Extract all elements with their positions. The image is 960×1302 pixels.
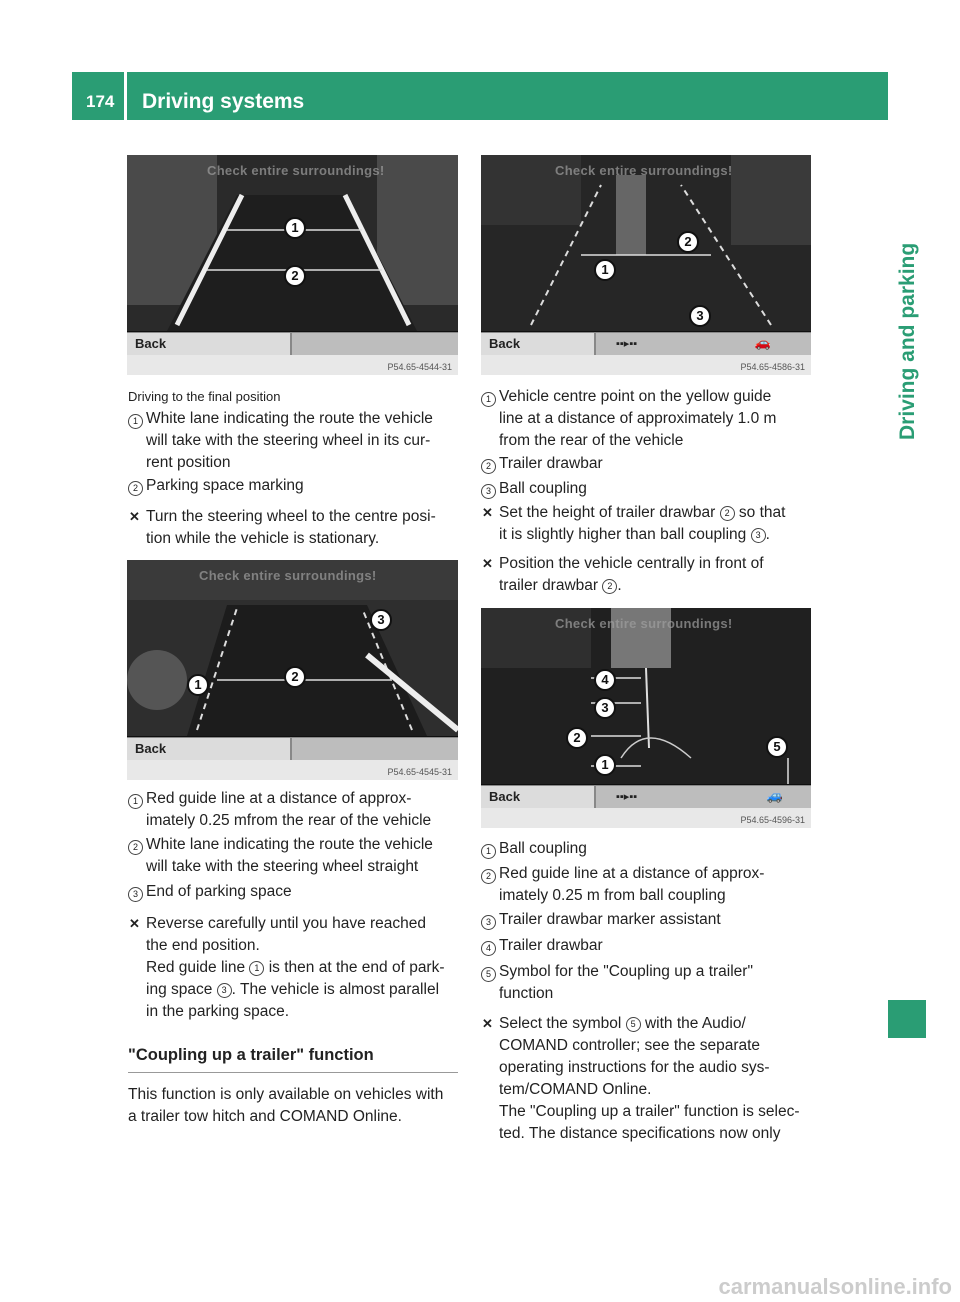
legend-item-cont: imately 0.25 m from ball coupling (499, 887, 726, 904)
text: it is slightly higher than ball coupling (499, 526, 747, 543)
callout-1: 1 (284, 217, 306, 239)
coupling-symbol-icon[interactable]: 🚙 (766, 788, 783, 803)
instruction-arrow-icon: ✕ (129, 916, 140, 931)
back-button[interactable]: Back (481, 333, 596, 355)
number-icon-3: 3 (217, 983, 232, 998)
car-icon: 🚗 (754, 335, 771, 350)
page-number: 174 (86, 92, 115, 111)
legend-item-cont: will take with the steering wheel straight (146, 858, 419, 875)
instruction-cont: ted. The distance specifications now only (499, 1125, 781, 1142)
instruction: Turn the steering wheel to the centre posi- (146, 508, 436, 525)
legend-item: Parking space marking (146, 477, 304, 494)
instruction: Position the vehicle centrally in front of (499, 555, 764, 572)
figure-footer (481, 355, 811, 375)
figure-footer (481, 808, 811, 828)
text: ing space (146, 981, 213, 998)
legend-item: Trailer drawbar (499, 937, 603, 954)
text: is then at the end of park- (268, 959, 445, 976)
display-menu-bar (481, 332, 811, 355)
number-icon-5: 5 (626, 1017, 641, 1032)
number-icon-5: 5 (481, 967, 496, 982)
callout-1: 1 (594, 754, 616, 776)
side-tab-marker (888, 1000, 926, 1038)
text: . (765, 526, 770, 543)
subsection-heading: "Coupling up a trailer" function (128, 1046, 374, 1064)
warning-banner: Check entire surroundings! (555, 616, 733, 631)
number-icon-2: 2 (481, 869, 496, 884)
instruction (499, 1013, 746, 1035)
instruction-cont (146, 957, 445, 979)
display-menu-bar (127, 737, 458, 760)
instruction-cont: tem/COMAND Online. (499, 1081, 652, 1098)
instruction-cont: The "Coupling up a trailer" function is selec- (499, 1103, 800, 1120)
warning-banner: Check entire surroundings! (207, 163, 385, 178)
instruction-arrow-icon: ✕ (482, 1016, 493, 1031)
side-label: Driving and parking (896, 242, 919, 440)
paragraph: This function is only available on vehicles with (128, 1086, 444, 1103)
number-icon-1: 1 (128, 794, 143, 809)
number-icon-2: 2 (128, 481, 143, 496)
number-icon-3: 3 (481, 484, 496, 499)
callout-2: 2 (284, 666, 306, 688)
figure-footer (127, 355, 458, 375)
figure-code: P54.65-4586-31 (740, 362, 805, 372)
camera-image-1 (127, 155, 458, 375)
number-icon-2: 2 (481, 459, 496, 474)
callout-3: 3 (370, 609, 392, 631)
legend-item-cont: rent position (146, 454, 231, 471)
number-icon-1: 1 (249, 961, 264, 976)
legend-item-cont: imately 0.25 mfrom the rear of the vehicle (146, 812, 432, 829)
number-icon-1: 1 (481, 844, 496, 859)
instruction-arrow-icon: ✕ (129, 509, 140, 524)
section-title: Driving systems (142, 90, 305, 113)
number-icon-1: 1 (481, 392, 496, 407)
text: Select the symbol (499, 1015, 622, 1032)
instruction-cont: COMAND controller; see the separate (499, 1037, 761, 1054)
figure-code: P54.65-4596-31 (740, 815, 805, 825)
display-menu-bar (127, 332, 458, 355)
legend-item: White lane indicating the route the vehicle (146, 410, 433, 427)
legend-item-cont: will take with the steering wheel in its cur- (146, 432, 431, 449)
figure-code: P54.65-4545-31 (387, 767, 452, 777)
camera-image-2 (127, 560, 458, 780)
back-button[interactable]: Back (127, 738, 292, 760)
callout-2: 2 (566, 727, 588, 749)
callout-1: 1 (594, 259, 616, 281)
callout-1: 1 (187, 674, 209, 696)
number-icon-2: 2 (720, 506, 735, 521)
legend-item: Trailer drawbar marker assistant (499, 911, 721, 928)
legend-item: Trailer drawbar (499, 455, 603, 472)
text: Set the height of trailer drawbar (499, 504, 716, 521)
text: so that (738, 504, 786, 521)
instruction-cont: tion while the vehicle is stationary. (146, 530, 380, 547)
paragraph-cont: a trailer tow hitch and COMAND Online. (128, 1108, 402, 1125)
callout-3: 3 (689, 305, 711, 327)
number-icon-1: 1 (128, 414, 143, 429)
legend-item: Symbol for the "Coupling up a trailer" (499, 963, 753, 980)
instruction-cont (146, 979, 439, 1001)
text: . (617, 577, 622, 594)
instruction-arrow-icon: ✕ (482, 556, 493, 571)
instruction-cont (499, 575, 622, 597)
callout-2: 2 (284, 265, 306, 287)
legend-item-cont: line at a distance of approximately 1.0 m (499, 410, 777, 427)
trailer-symbol-icon: ▪▪▸▪▪ (616, 338, 638, 350)
display-menu-bar (481, 785, 811, 808)
legend-item: Ball coupling (499, 480, 587, 497)
warning-banner: Check entire surroundings! (555, 163, 733, 178)
callout-4: 4 (594, 669, 616, 691)
back-button[interactable]: Back (481, 786, 596, 808)
watermark: carmanualsonline.info (718, 1274, 952, 1299)
warning-banner: Check entire surroundings! (199, 568, 377, 583)
number-icon-2: 2 (128, 840, 143, 855)
legend-item: Ball coupling (499, 840, 587, 857)
callout-3: 3 (594, 697, 616, 719)
camera-image-4 (481, 608, 811, 828)
legend-item-cont: from the rear of the vehicle (499, 432, 684, 449)
figure-footer (127, 760, 458, 780)
instruction-cont (499, 524, 770, 546)
legend-item: End of parking space (146, 883, 292, 900)
legend-item-cont: function (499, 985, 554, 1002)
callout-5: 5 (766, 736, 788, 758)
legend-item: Red guide line at a distance of approx- (499, 865, 765, 882)
heading-rule (128, 1072, 458, 1073)
number-icon-3: 3 (128, 887, 143, 902)
instruction-cont: the end position. (146, 937, 260, 954)
header-separator (124, 72, 127, 120)
figure-code: P54.65-4544-31 (387, 362, 452, 372)
camera-image-3 (481, 155, 811, 375)
text: with the Audio/ (644, 1015, 746, 1032)
instruction-arrow-icon: ✕ (482, 505, 493, 520)
legend-item: Red guide line at a distance of approx- (146, 790, 412, 807)
instruction-cont: operating instructions for the audio sys- (499, 1059, 770, 1076)
instruction-cont: in the parking space. (146, 1003, 290, 1020)
trailer-symbol-icon: ▪▪▸▪▪ (616, 791, 638, 803)
number-icon-3: 3 (751, 528, 766, 543)
back-button[interactable]: Back (127, 333, 292, 355)
text: . The vehicle is almost parallel (231, 981, 440, 998)
number-icon-3: 3 (481, 915, 496, 930)
callout-2: 2 (677, 231, 699, 253)
number-icon-4: 4 (481, 941, 496, 956)
text: Red guide line (146, 959, 246, 976)
figure-caption: Driving to the final position (128, 389, 281, 404)
text: trailer drawbar (499, 577, 599, 594)
number-icon-2: 2 (602, 579, 617, 594)
legend-item: Vehicle centre point on the yellow guide (499, 388, 772, 405)
legend-item: White lane indicating the route the vehicle (146, 836, 433, 853)
instruction (499, 502, 785, 524)
instruction: Reverse carefully until you have reached (146, 915, 427, 932)
